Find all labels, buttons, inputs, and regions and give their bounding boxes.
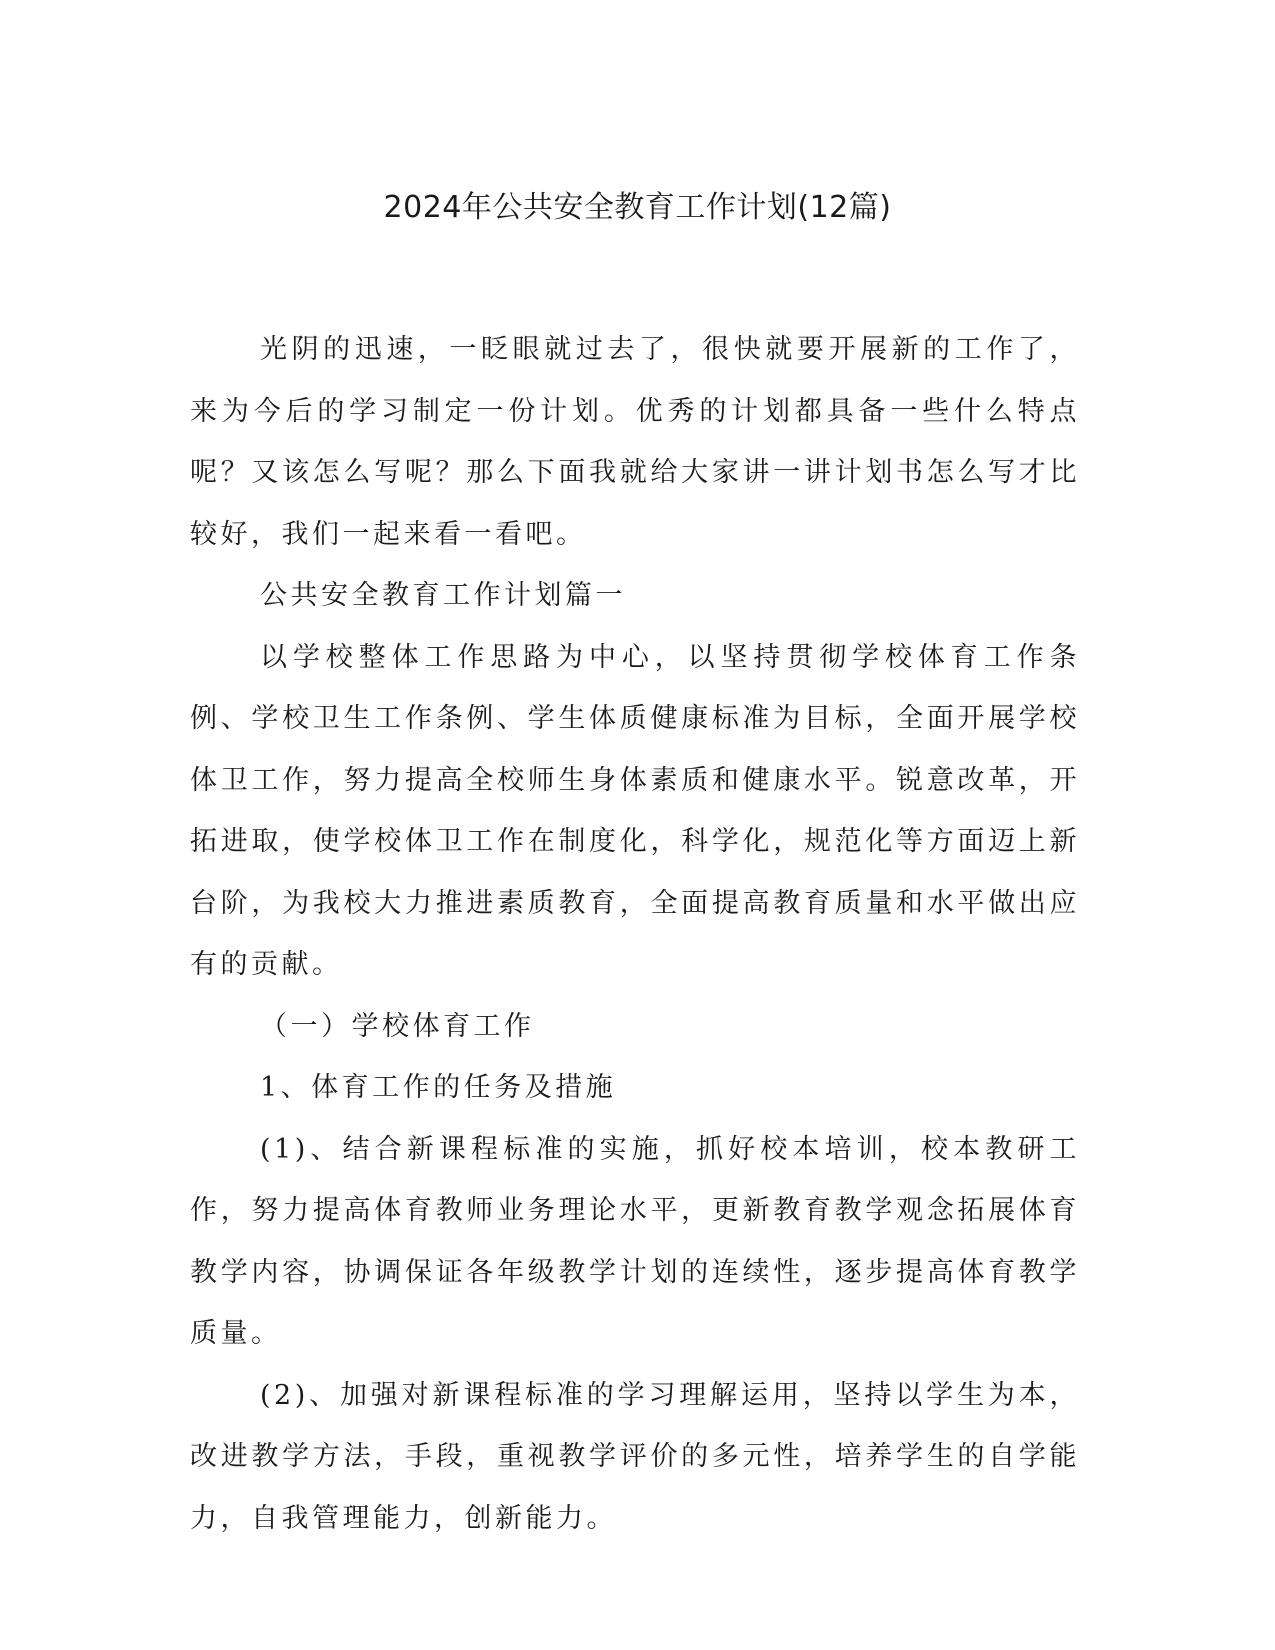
intro-paragraph: 光阴的迅速，一眨眼就过去了，很快就要开展新的工作了，来为今后的学习制定一份计划。优秀的计划都具备一些什么特点呢？又该怎么写呢？那么下面我就给大家讲一讲计划书怎么写才比较好，我们一起来看一看吧。 (190, 334, 1080, 550)
list-item-paragraph: (1)、结合新课程标准的实施，抓好校本培训，校本教研工作，努力提高体育教师业务理论水平，更新教育教学观念拓展体育教学内容，协调保证各年级教学计划的连续性，逐步提高体育教学质量。 (190, 1133, 1080, 1349)
numbered-heading: 1、体育工作的任务及措施 (260, 1072, 617, 1103)
subsection-heading: （一）学校体育工作 (260, 1010, 535, 1042)
document-body (190, 319, 1080, 1549)
document-title: 2024年公共安全教育工作计划(12篇) (383, 190, 892, 225)
list-item-paragraph: (2)、加强对新课程标准的学习理解运用，坚持以学生为本，改进教学方法，手段，重视教学评价的多元性，培养学生的自学能力，自我管理能力，创新能力。 (190, 1379, 1080, 1534)
body-paragraph: 以学校整体工作思路为中心，以坚持贯彻学校体育工作条例、学校卫生工作条例、学生体质健康标准为目标，全面开展学校体卫工作，努力提高全校师生身体素质和健康水平。锐意改革，开拓进取，使学校体卫工作在制度化，科学化，规范化等方面迈上新台阶，为我校大力推进素质教育，全面提高教育质量和水平做出应有的贡献。 (190, 641, 1080, 980)
section-heading-part-one: 公共安全教育工作计划篇一 (260, 580, 626, 611)
